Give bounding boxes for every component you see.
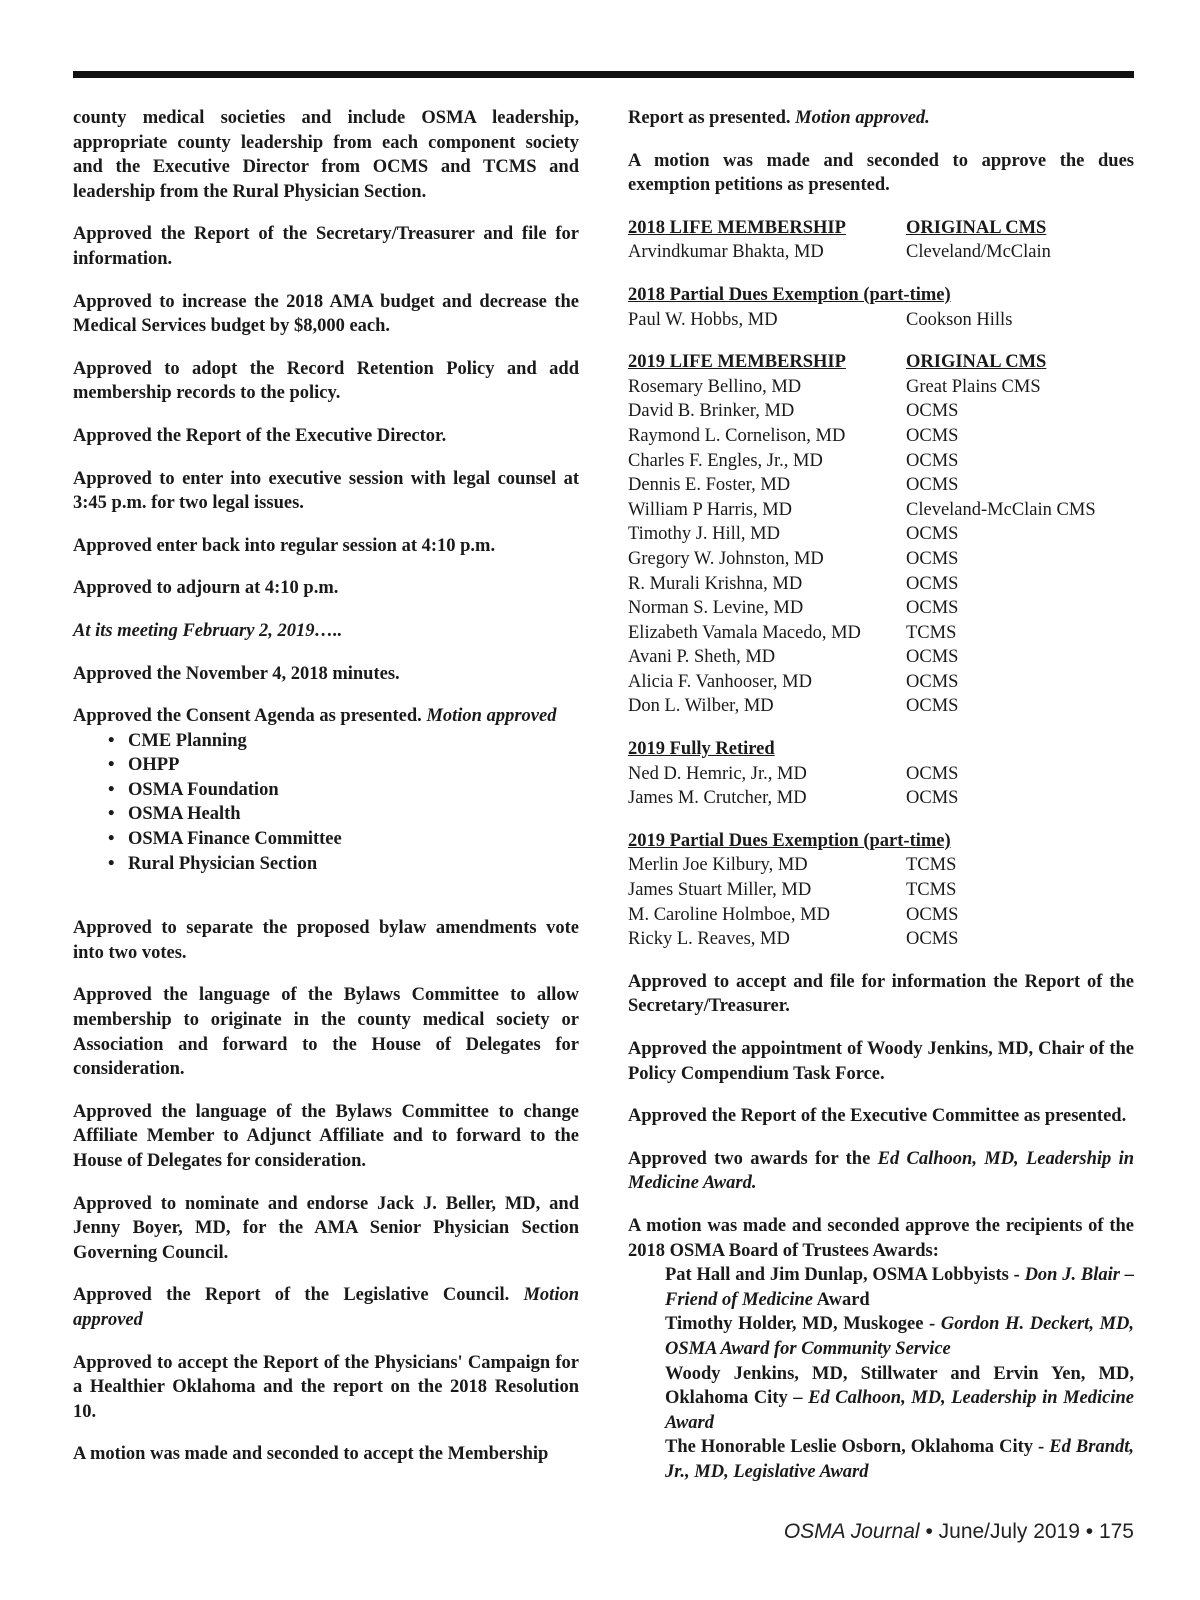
paragraph: Approved the Report of the Secretary/Treasurer and file for information.: [73, 224, 579, 269]
member-row: [628, 547, 1134, 572]
membership-sections: [628, 216, 1134, 952]
member-name: Merlin Joe Kilbury, MD: [628, 855, 808, 876]
member-cms: OCMS: [906, 475, 959, 496]
member-cms: TCMS: [906, 622, 957, 643]
membership-section: [628, 283, 1134, 332]
member-name: David B. Brinker, MD: [628, 401, 795, 422]
paragraph: A motion was made and seconded approve the recipients of the 2018 OSMA Board of Trustees Awards:: [628, 1215, 1134, 1261]
paragraph: Approved to increase the 2018 AMA budget and decrease the Medical Services budget by $8,000 each.: [73, 291, 579, 337]
member-name: Alicia F. Vanhooser, MD: [628, 671, 812, 692]
paragraph: Approved the Report of the Executive Committee as presented.: [628, 1106, 1127, 1127]
section-cms-heading: ORIGINAL CMS: [906, 352, 1047, 373]
award-recipients: The Honorable Leslie Osborn, Oklahoma City -: [665, 1437, 1045, 1458]
member-cms: OCMS: [906, 647, 959, 668]
section-title: 2019 Fully Retired: [628, 739, 775, 760]
member-name: Arvindkumar Bhakta, MD: [628, 242, 824, 263]
member-name: Timothy J. Hill, MD: [628, 524, 780, 545]
paragraph: Approved to accept the Report of the Physicians' Campaign for a Healthier Oklahoma and the report on the 2018 Resolution 10.: [73, 1352, 579, 1422]
paragraph: A motion was made and seconded to accept the Membership: [73, 1444, 549, 1465]
member-row: [628, 853, 1134, 878]
member-name: Gregory W. Johnston, MD: [628, 548, 824, 569]
consent-agenda-list: [73, 729, 579, 877]
award-title: Don J. Blair – Friend of Medicine: [665, 1265, 1135, 1310]
member-row: [628, 762, 1134, 787]
section-title: 2018 LIFE MEMBERSHIP: [628, 217, 846, 238]
award-title: Ed Calhoon, MD, Leadership in Medicine Award: [665, 1388, 1134, 1433]
meeting-heading-text: At its meeting February 2, 2019…..: [73, 620, 343, 641]
award-suffix: Award: [816, 1289, 870, 1310]
section-heading: [628, 283, 1134, 308]
section-heading: [628, 737, 1134, 762]
member-cms: OCMS: [906, 929, 959, 950]
meeting-heading: [73, 619, 579, 644]
legislative-text: Approved the Report of the Legislative Council.: [73, 1285, 510, 1306]
member-row: [628, 498, 1134, 523]
member-cms: OCMS: [906, 450, 959, 471]
membership-section: [628, 350, 1134, 719]
paragraph: Approved the language of the Bylaws Committee to allow membership to originate in the county medical society or Association and forward to the House of Delegates for consideration.: [73, 985, 579, 1080]
journal-name: OSMA Journal: [783, 1520, 920, 1543]
member-name: Charles F. Engles, Jr., MD: [628, 450, 823, 471]
member-name: M. Caroline Holmboe, MD: [628, 904, 830, 925]
member-row: [628, 878, 1134, 903]
member-name: Avani P. Sheth, MD: [628, 647, 776, 668]
member-cms: OCMS: [906, 573, 959, 594]
member-row: [628, 621, 1134, 646]
motion-approved: Motion approved: [73, 1285, 580, 1330]
paragraph: Approved enter back into regular session at 4:10 p.m.: [73, 535, 496, 556]
section-title: 2019 LIFE MEMBERSHIP: [628, 352, 846, 373]
motion-approved: Motion approved.: [795, 108, 930, 128]
paragraph: Approved to accept and file for information the Report of the Secretary/Treasurer.: [628, 971, 1134, 1017]
section-heading: [628, 829, 1134, 854]
member-name: Don L. Wilber, MD: [628, 696, 774, 717]
member-cms: Cleveland/McClain: [906, 242, 1051, 263]
issue-date: June/July 2019: [938, 1520, 1080, 1543]
member-row: [628, 424, 1134, 449]
awards-text: Approved two awards for the: [628, 1148, 871, 1169]
member-cms: OCMS: [906, 904, 959, 925]
member-name: Raymond L. Cornelison, MD: [628, 425, 846, 446]
section-title: 2018 Partial Dues Exemption (part-time): [628, 284, 951, 305]
legislative-paragraph: [73, 1283, 579, 1332]
member-row: [628, 240, 1134, 265]
member-cms: Cleveland-McClain CMS: [906, 499, 1096, 520]
paragraph: Approved to separate the proposed bylaw amendments vote into two votes.: [73, 918, 579, 963]
member-row: [628, 473, 1134, 498]
award-name: Ed Calhoon, MD, Leadership in Medicine Award.: [628, 1148, 1135, 1194]
award-entry: [665, 1435, 1134, 1484]
paragraph: Approved to adopt the Record Retention Policy and add membership records to the policy.: [73, 358, 579, 404]
awards-list: [628, 1263, 1134, 1484]
section-cms-heading: ORIGINAL CMS: [906, 217, 1047, 238]
member-name: Paul W. Hobbs, MD: [628, 309, 778, 330]
member-row: [628, 596, 1134, 621]
member-cms: OCMS: [906, 671, 959, 692]
section-title: 2019 Partial Dues Exemption (part-time): [628, 830, 951, 851]
award-recipients: Timothy Holder, MD, Muskogee -: [665, 1314, 936, 1335]
member-cms: OCMS: [906, 598, 959, 619]
member-cms: TCMS: [906, 855, 957, 876]
member-row: [628, 694, 1134, 719]
membership-report-paragraph: [628, 106, 1134, 131]
member-row: [628, 786, 1134, 811]
membership-section: [628, 216, 1134, 265]
member-name: Dennis E. Foster, MD: [628, 475, 791, 496]
member-cms: OCMS: [906, 401, 959, 422]
member-cms: OCMS: [906, 696, 959, 717]
paragraph: Approved the Report of the Executive Director.: [73, 425, 447, 446]
report-text: Report as presented.: [628, 108, 791, 128]
consent-item: • OSMA Finance Committee: [128, 827, 579, 852]
award-entry: [665, 1312, 1134, 1361]
award-entry: [665, 1263, 1134, 1312]
paragraph: Approved the appointment of Woody Jenkins, MD, Chair of the Policy Compendium Task Force.: [628, 1039, 1134, 1084]
award-recipients: Woody Jenkins, MD, Stillwater and Ervin Yen, MD, Oklahoma City –: [665, 1363, 1134, 1409]
consent-item: • OSMA Foundation: [128, 778, 579, 803]
member-cms: Cookson Hills: [906, 309, 1013, 330]
consent-text: Approved the Consent Agenda as presented.: [73, 706, 422, 727]
member-row: [628, 308, 1134, 333]
member-row: [628, 927, 1134, 952]
member-cms: OCMS: [906, 548, 959, 569]
member-name: James Stuart Miller, MD: [628, 880, 812, 901]
awards-paragraph: [628, 1147, 1134, 1196]
section-heading: [628, 350, 1134, 375]
member-row: [628, 449, 1134, 474]
consent-agenda-paragraph: [73, 704, 579, 729]
member-name: R. Murali Krishna, MD: [628, 573, 803, 594]
member-row: [628, 670, 1134, 695]
member-name: Norman S. Levine, MD: [628, 598, 804, 619]
award-recipients: Pat Hall and Jim Dunlap, OSMA Lobbyists -: [665, 1265, 1020, 1286]
member-cms: OCMS: [906, 788, 959, 809]
paragraph: Approved to adjourn at 4:10 p.m.: [73, 578, 339, 599]
top-rule: [73, 71, 1134, 78]
member-row: [628, 375, 1134, 400]
member-name: James M. Crutcher, MD: [628, 788, 807, 809]
paragraph: A motion was made and seconded to approve the dues exemption petitions as presented.: [628, 150, 1134, 196]
left-column: [73, 106, 579, 1467]
award-entry: [665, 1362, 1134, 1436]
right-column: [628, 106, 1134, 1485]
award-title: Gordon H. Deckert, MD, OSMA Award for Community Service: [665, 1314, 1135, 1359]
page-footer: OSMA Journal • June/July 2019 • 175: [783, 1520, 1134, 1543]
motion-approved: Motion approved: [426, 706, 557, 727]
member-cms: TCMS: [906, 880, 957, 901]
member-row: [628, 645, 1134, 670]
member-row: [628, 572, 1134, 597]
section-heading: [628, 216, 1134, 241]
member-cms: OCMS: [906, 524, 959, 545]
consent-item: • Rural Physician Section: [128, 852, 579, 877]
member-cms: OCMS: [906, 425, 959, 446]
member-row: [628, 903, 1134, 928]
award-title: Ed Brandt, Jr., MD, Legislative Award: [665, 1437, 1135, 1482]
membership-section: [628, 829, 1134, 952]
member-row: [628, 399, 1134, 424]
member-name: Elizabeth Vamala Macedo, MD: [628, 622, 861, 643]
member-name: Rosemary Bellino, MD: [628, 376, 802, 397]
member-row: [628, 522, 1134, 547]
member-name: Ricky L. Reaves, MD: [628, 929, 790, 950]
consent-item: • OSMA Health: [128, 802, 579, 827]
paragraph: Approved the language of the Bylaws Committee to change Affiliate Member to Adjunct Affiliate and to forward to the House of Delegates for consideration.: [73, 1101, 579, 1171]
paragraph: Approved to enter into executive session with legal counsel at 3:45 p.m. for two legal issues.: [73, 468, 579, 514]
paragraph: Approved to nominate and endorse Jack J. Beller, MD, and Jenny Boyer, MD, for the AMA Senior Physician Section Governing Council.: [73, 1193, 579, 1263]
membership-section: [628, 737, 1134, 811]
member-cms: OCMS: [906, 763, 959, 784]
paragraph: county medical societies and include OSMA leadership, appropriate county leadership from each component society and the Executive Director from OCMS and TCMS and leadership from the Rural Physician Section.: [73, 108, 579, 202]
paragraph: Approved the November 4, 2018 minutes.: [73, 663, 400, 684]
page-number: 175: [1098, 1520, 1134, 1543]
consent-item: • CME Planning: [128, 729, 579, 754]
member-name: William P Harris, MD: [628, 499, 793, 520]
member-cms: Great Plains CMS: [906, 376, 1041, 397]
member-name: Ned D. Hemric, Jr., MD: [628, 763, 807, 784]
consent-item: • OHPP: [128, 753, 579, 778]
